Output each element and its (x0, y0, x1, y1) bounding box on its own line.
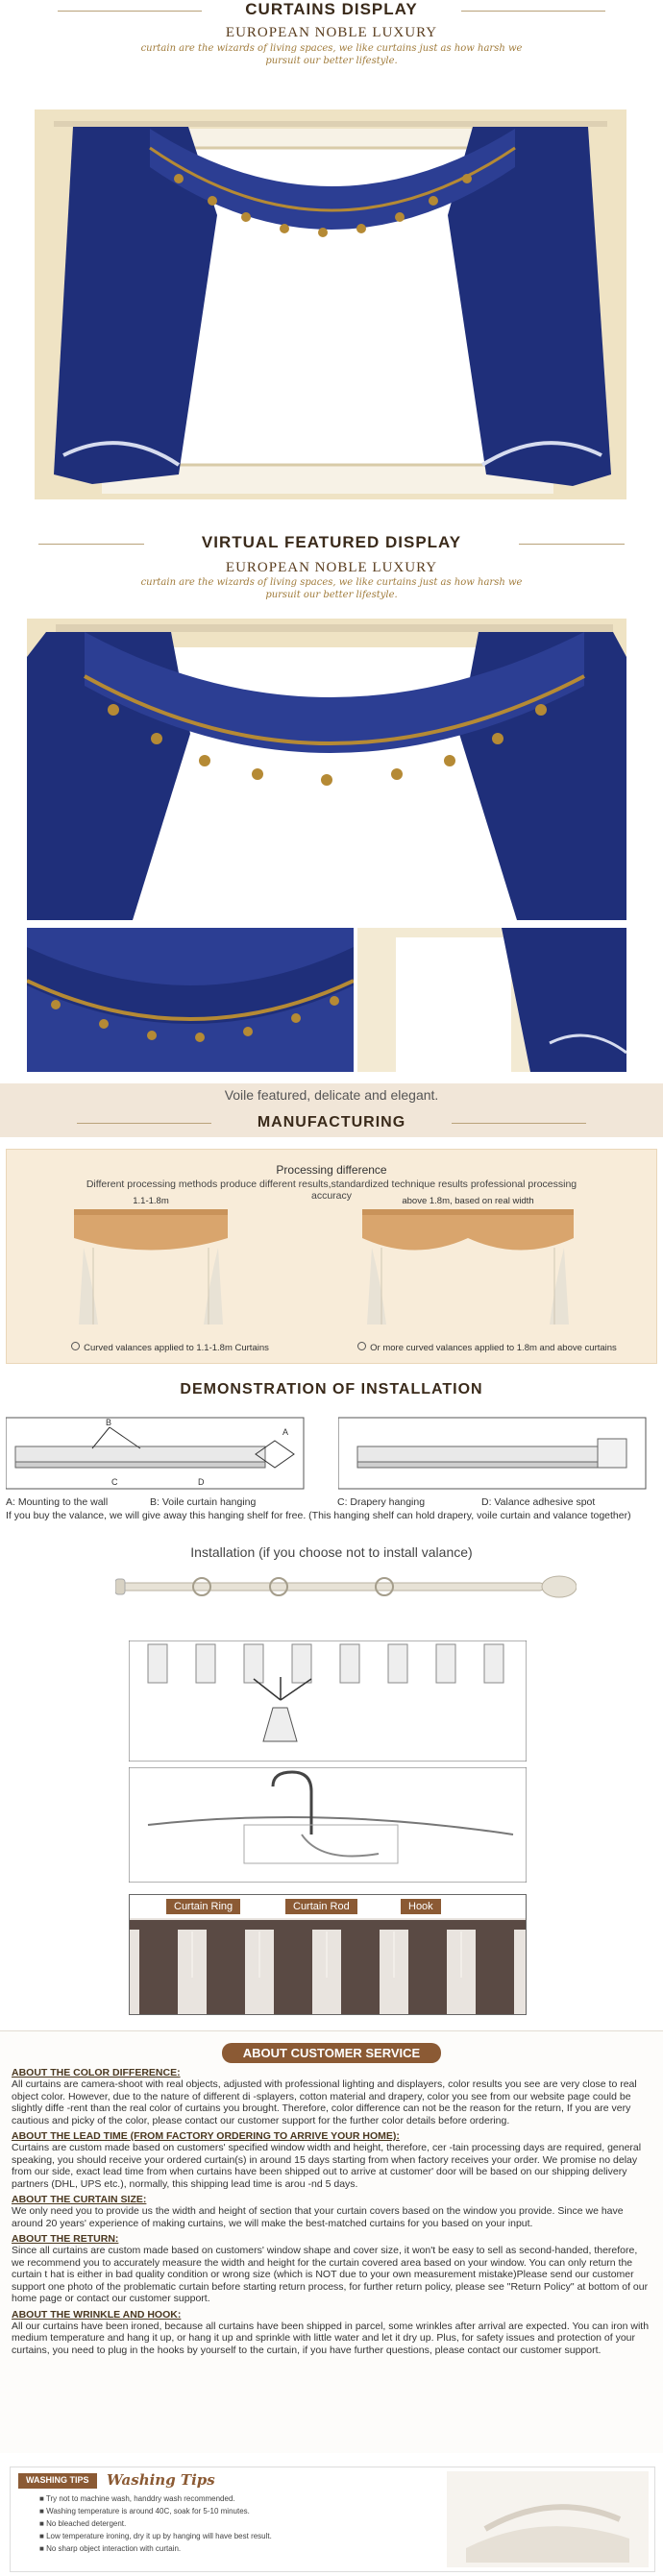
no-valance-title: Installation (if you choose not to install valance) (190, 1544, 473, 1560)
washing-tip: ■ No sharp object interaction with curtain. (39, 2544, 182, 2553)
curved-valance-small-illustration (74, 1209, 228, 1324)
ring-rod-hook-panel (129, 1894, 527, 2015)
virtual-subtitle: EUROPEAN NOBLE LUXURY (225, 560, 438, 575)
lead-time-body: Curtains are custom made based on customers' specified window width and height, therefore, cer -tain processing days are required, general speaking, you should receive your ordered curtain(s) in around 15 days starting from when factory receives your order. We promise no delay from our side, exact lead time from when curtains have been shipped out to arrive at customer' door will be based on our shipping delivery partners (DHL, UPS etc.), normally, this shipping lead time is arou -nd 5 days. (12, 2142, 642, 2190)
washing-tip: ■ Try not to machine wash, handdry wash recommended. (39, 2494, 235, 2503)
color-difference-body: All curtains are camera-shoot with real objects, adjusted with professional lighting and displayers, color results you see are very close to real object color. However, due to the nature of different di -splayers, cotton material and drapery, color you see from our website page could be slightly diffe -rent than the real color of curtains you brought. Therefore, color difference can not be the reason for the return, If you are very cautious and picky of the color, please contact our customer support for the further color details before ordering. (12, 2078, 637, 2126)
mark-a: A (282, 1427, 289, 1437)
mark-d: D (198, 1477, 205, 1487)
voile-caption-bar (0, 1083, 663, 1137)
hook-insert-diagram (129, 1767, 527, 1883)
virtual-display-title: VIRTUAL FEATURED DISPLAY (201, 533, 462, 551)
curtain-rod-illustration (115, 1567, 577, 1606)
left-dimension: 1.1-1.8m (133, 1196, 169, 1206)
washing-tip: ■ Low temperature ironing, dry it up by hanging will have best result. (39, 2532, 272, 2540)
washing-tips-script: Washing Tips (107, 2471, 215, 2489)
curtain-ring-tag: Curtain Ring (166, 1899, 240, 1914)
voile-caption: Voile featured, delicate and elegant. (224, 1087, 439, 1103)
curtains-display-header (0, 0, 663, 21)
processing-difference-panel (6, 1149, 657, 1364)
wrinkle-hook-body: All our curtains have been ironed, because all curtains have been shipped in parcel, some wrinkles after arrival are expected. You can iron with medium temperature and hang it up, or hang it up and sprinkle with little water and let it dry up. Plus, for safety issues and protection of your curtains, you need to plug in the hooks by yourself to the curtain, if you have further questions, please contact our customer support. (12, 2320, 650, 2356)
curtain-size-body: We only need you to provide us the width and height of section that your curtain covers based on the window you provide. Since we have around 20 years' experience of making curtains, we will make the best-matched curtains for you based on your input. (12, 2205, 624, 2229)
left-caption: Curved valances applied to 1.1-1.8m Curtains (26, 1342, 314, 1353)
shelf-rail-diagram (338, 1412, 650, 1494)
installation-note: If you buy the valance, we will give away this hanging shelf for free. (This hanging shelf can hold drapery, voile curtain and valance together) (6, 1510, 631, 1521)
check-circle-icon (357, 1342, 366, 1350)
processing-heading: Processing difference (276, 1163, 387, 1177)
manufacturing-title: MANUFACTURING (257, 1114, 406, 1130)
mark-c: C (111, 1477, 118, 1487)
installation-title: DEMONSTRATION OF INSTALLATION (180, 1381, 483, 1397)
customer-service-section (0, 2030, 663, 2453)
curtain-size-heading: ABOUT THE CURTAIN SIZE: (12, 2194, 147, 2205)
washing-tips-list (39, 2492, 424, 2555)
right-caption: Or more curved valances applied to 1.8m and above curtains (333, 1342, 641, 1353)
washing-tips-panel (10, 2467, 655, 2572)
washing-tip: ■ Washing temperature is around 40C, soak for 5-10 minutes. (39, 2507, 250, 2515)
washing-tips-label: WASHING TIPS (18, 2473, 97, 2489)
virtual-tagline: curtain are the wizards of living spaces, we like curtains just as how harsh we pursuit our better lifestyle. (140, 577, 523, 600)
curtains-display-title: CURTAINS DISPLAY (245, 0, 418, 18)
customer-service-title: ABOUT CUSTOMER SERVICE (222, 2043, 441, 2063)
pleat-hook-diagram (129, 1640, 527, 1762)
curved-valance-large-illustration (362, 1209, 574, 1324)
lead-time-heading: ABOUT THE LEAD TIME (FROM FACTORY ORDERING TO ARRIVE YOUR HOME): (12, 2130, 400, 2142)
virtual-display-header (0, 533, 663, 554)
curtain-detail-photo-right (357, 928, 626, 1072)
curtains-tagline: curtain are the wizards of living spaces, we like curtains just as how harsh we pursuit our better lifestyle. (140, 43, 523, 66)
folded-fabric-illustration (447, 2471, 649, 2567)
check-circle-icon (71, 1342, 80, 1350)
curtain-photo-2 (27, 619, 626, 920)
return-body: Since all curtains are custom made based on customers' window shape and cover size, it won't be easy to sell as second-handed, therefore, we recommend you to accurately measure the width and height for the curtain covered area based on your window. You can only return the curtain t hat is either in bad quality condition or wrong size (which is NOT due to your own measurement mistake)Please send our customer support one photo of the problematic curtain before starting return process, for further return policy, please see "Return Policy" at bottom of our home page or contact our customer support. (12, 2245, 649, 2304)
return-heading: ABOUT THE RETURN: (12, 2233, 119, 2245)
color-difference-heading: ABOUT THE COLOR DIFFERENCE: (12, 2067, 181, 2078)
wall-mount-rail-diagram (6, 1412, 313, 1494)
mark-b: B (106, 1418, 112, 1427)
curtain-detail-photo-left (27, 928, 354, 1072)
right-dimension: above 1.8m, based on real width (402, 1196, 534, 1206)
washing-tip: ■ No bleached detergent. (39, 2519, 127, 2528)
curtain-rod-tag: Curtain Rod (285, 1899, 357, 1914)
curtain-photo-1 (35, 109, 626, 499)
installation-header (0, 1381, 663, 1402)
hook-tag: Hook (401, 1899, 441, 1914)
processing-description: Different processing methods produce different results,standardized technique results professional processing accuracy (86, 1179, 577, 1202)
wrinkle-hook-heading: ABOUT THE WRINKLE AND HOOK: (12, 2308, 182, 2321)
installation-labels: A: Mounting to the wall B: Voile curtain hanging C: Drapery hanging D: Valance adhesive spot (6, 1496, 596, 1508)
noble-luxury-subtitle: EUROPEAN NOBLE LUXURY (225, 25, 438, 40)
